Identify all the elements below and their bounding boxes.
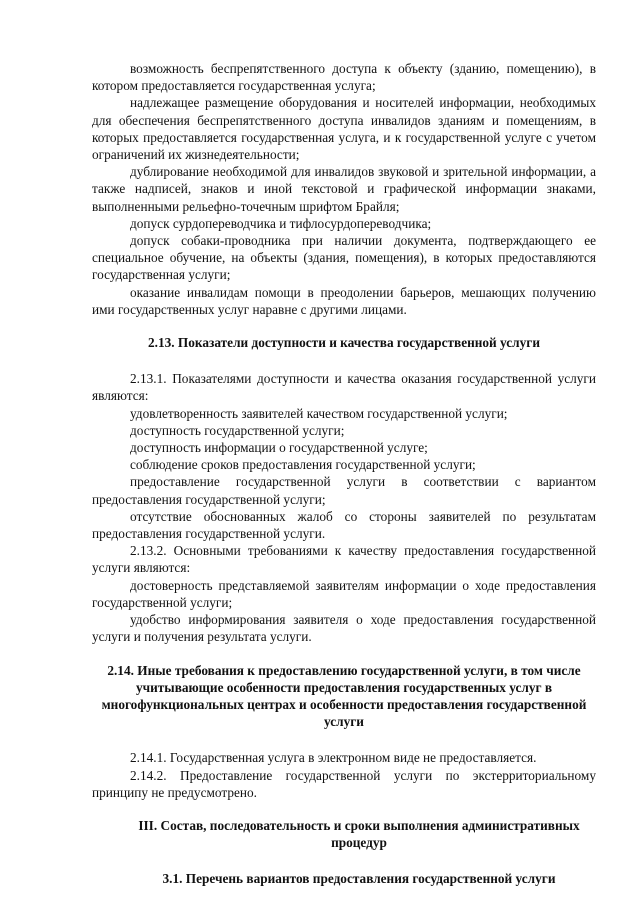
paragraph: 2.14.1. Государственная услуга в электронном виде не предоставляется. xyxy=(130,750,537,766)
paragraph: надлежащее размещение оборудования и носителей информации, необходимых для обеспечения беспрепятственного доступа инвалидов зданиям и помещениям, в которых предоставляется государственная услуга, и к государственной услуге с учетом ограничений их жизнедеятельности; xyxy=(92,95,596,163)
section-heading-2-13: 2.13. Показатели доступности и качества государственной услуги xyxy=(147,335,540,351)
paragraph: соблюдение сроков предоставления государственной услуги; xyxy=(130,457,476,473)
paragraph: доступность государственной услуги; xyxy=(130,422,345,438)
paragraph: доступность информации о государственной услуге; xyxy=(130,440,428,456)
paragraph: 2.13.1. Показателями доступности и качества оказания государственной услуги являются: xyxy=(92,371,596,404)
section-heading-2-14: 2.14. Иные требования к предоставлению государственной услуги, в том числе учитывающие особенности предоставления государственных услуг в многофункциональных центрах и особенности предоставления государственной услуги xyxy=(101,662,587,730)
section-heading-3-1: 3.1. Перечень вариантов предоставления государственной услуги xyxy=(162,871,556,887)
paragraph: 2.14.2. Предоставление государственной услуги по экстерриториальному принципу не предусмотрено. xyxy=(92,767,596,800)
paragraph: 2.13.2. Основными требованиями к качеству предоставления государственной услуги являются: xyxy=(92,543,596,576)
paragraph: допуск сурдопереводчика и тифлосурдопереводчика; xyxy=(130,215,432,231)
paragraph: достоверность представляемой заявителям информации о ходе предоставления государственной услуги; xyxy=(92,577,596,610)
paragraph: удовлетворенность заявителей качеством государственной услуги; xyxy=(130,405,508,421)
document-page xyxy=(92,60,596,888)
paragraph: предоставление государственной услуги в соответствии с вариантом предоставления государственной услуги; xyxy=(92,474,596,507)
paragraph: оказание инвалидам помощи в преодолении барьеров, мешающих получению ими государственных услуг наравне с другими лицами. xyxy=(92,284,596,317)
paragraph: дублирование необходимой для инвалидов звуковой и зрительной информации, а также надписей, знаков и иной текстовой и графической информации знаками, выполненными рельефно-точечным шрифтом Брайля; xyxy=(92,164,596,214)
paragraph: удобство информирования заявителя о ходе предоставления государственной услуги и получения результата услуги. xyxy=(92,612,596,645)
paragraph: отсутствие обоснованных жалоб со стороны заявителей по результатам предоставления государственной услуги. xyxy=(92,508,596,542)
chapter-heading-3: III. Состав, последовательность и сроки выполнения административных процедур xyxy=(138,817,580,851)
paragraph: допуск собаки-проводника при наличии документа, подтверждающего ее специальное обучение, на объекты (здания, помещения), в которых предоставляются государственная услуги; xyxy=(92,233,596,283)
paragraph: возможность беспрепятственного доступа к объекту (зданию, помещению), в котором предоставляется государственная услуга; xyxy=(92,61,596,94)
